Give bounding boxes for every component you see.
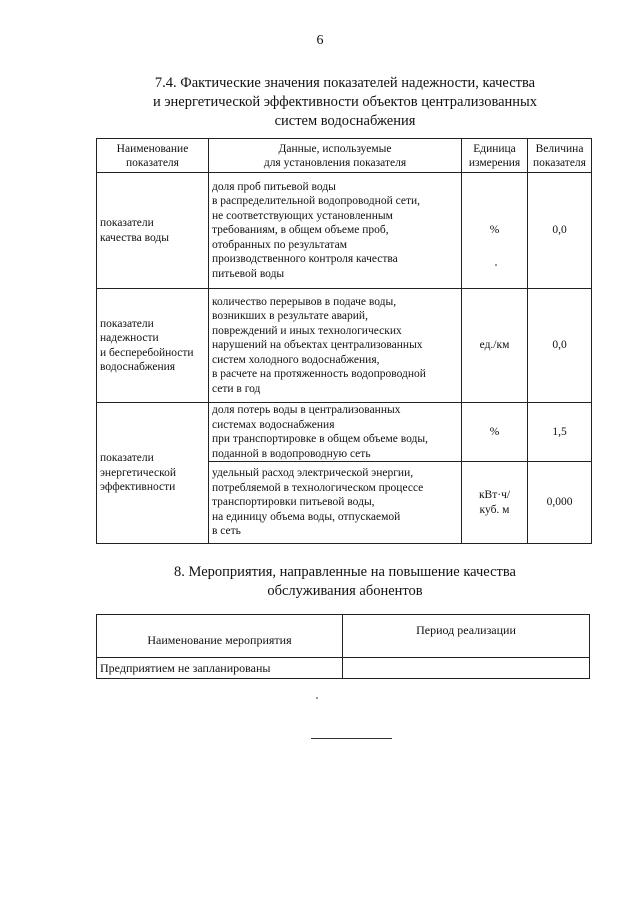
indicator-unit: ед./км [462, 289, 528, 403]
title-line: систем водоснабжения [274, 113, 416, 129]
header-period: Период реализации [343, 615, 590, 658]
scan-speck [495, 264, 497, 266]
table-header-row [97, 615, 590, 658]
header-value: Величина показателя [528, 139, 592, 173]
header-unit: Единица измерения [462, 139, 528, 173]
scan-speck [316, 697, 318, 699]
indicator-value: 0,0 [528, 173, 592, 289]
title-line: и энергетической эффективности объектов централизованных [152, 94, 538, 110]
indicator-value: 0,0 [528, 289, 592, 403]
indicator-name: показатели качества воды [97, 173, 209, 289]
indicator-name: показатели надежности и бесперебойности водоснабжения [97, 289, 209, 403]
header-event: Наименование мероприятия [97, 615, 343, 658]
event-name: Предприятием не запланированы [97, 658, 343, 679]
title-line: обслуживания абонентов [267, 583, 423, 599]
section-7-4-title [0, 74, 640, 131]
header-name: Наименование показателя [97, 139, 209, 173]
indicator-name: показатели энергетической эффективности [97, 403, 209, 544]
indicators-table [96, 138, 592, 544]
indicator-unit: кВт·ч/ куб. м [462, 462, 528, 544]
table-row [97, 173, 592, 289]
indicator-data: количество перерывов в подаче воды, возникших в результате аварий, повреждений и иных технологических нарушений на объектах централизованных систем холодного водоснабжения, в расчете на протяженность водопроводной сети в год [209, 289, 462, 403]
events-table [96, 614, 590, 679]
event-period [343, 658, 590, 679]
header-data: Данные, используемые для установления показателя [209, 139, 462, 173]
indicator-data: доля потерь воды в централизованных системах водоснабжения при транспортировке в общем объеме воды, поданной в водопроводную сеть [209, 403, 462, 462]
indicator-value: 1,5 [528, 403, 592, 462]
table-row [97, 658, 590, 679]
indicator-unit: % [462, 403, 528, 462]
indicator-data: удельный расход электрической энергии, потребляемой в технологическом процессе транспортировки питьевой воды, на единицу объема воды, отпускаемой в сеть [209, 462, 462, 544]
page-number: 6 [316, 33, 324, 48]
table-row [97, 403, 592, 462]
section-8-title [0, 563, 640, 601]
signature-line [311, 738, 392, 739]
table-row [97, 289, 592, 403]
indicator-unit: % [462, 173, 528, 289]
indicator-data: доля проб питьевой воды в распределительной водопроводной сети, не соответствующих установленным требованиям, в общем объеме проб, отобранных по результатам производственного контроля качества питьевой воды [209, 173, 462, 289]
title-line: 8. Мероприятия, направленные на повышение качества [174, 564, 516, 580]
table-header-row [97, 139, 592, 173]
indicator-value: 0,000 [528, 462, 592, 544]
title-line: 7.4. Фактические значения показателей надежности, качества [154, 75, 536, 91]
